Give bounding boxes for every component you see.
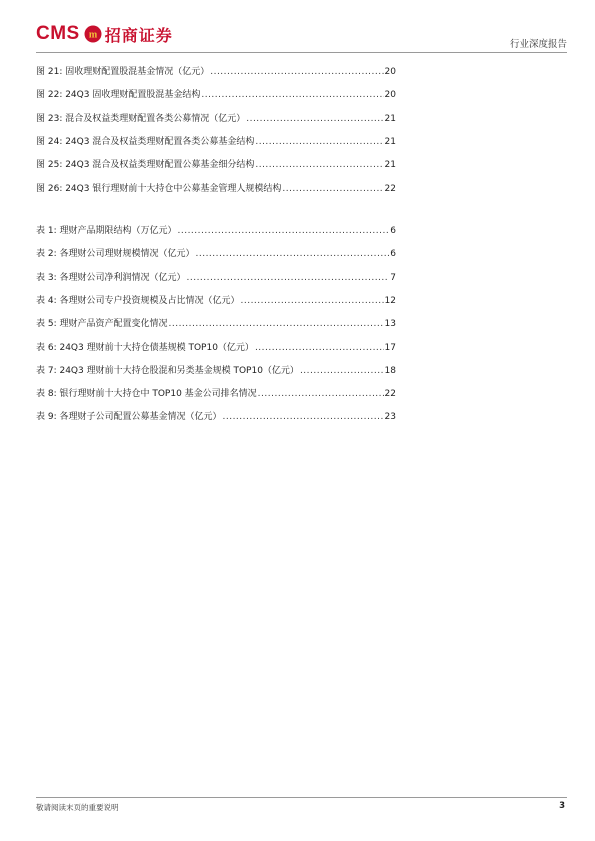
table-entry[interactable] [36,388,396,400]
table-entry[interactable] [36,411,396,423]
entry-page-number: 23 [384,412,396,423]
page-header [36,20,567,50]
table-entry[interactable] [36,318,396,330]
entry-title: 表 1: 理财产品期限结构（万亿元） [36,226,177,236]
entry-title: 图 24: 24Q3 混合及权益类理财配置各类公募基金结构 [36,136,255,147]
figure-entry[interactable] [36,89,396,101]
report-type-label: 行业深度报告 [509,39,567,50]
entry-title: 图 25: 24Q3 混合及权益类理财配置公募基金细分结构 [36,160,255,171]
entry-page-number: 20 [384,90,396,101]
entry-page-number: 13 [384,319,396,330]
table-entry[interactable] [36,365,396,377]
dot-leader [255,159,383,171]
entry-page-number: 17 [384,342,396,353]
figure-entry[interactable] [36,159,396,171]
figure-entry[interactable] [36,66,396,78]
entry-title: 图 23: 混合及权益类理财配置各类公募情况（亿元） [36,113,246,124]
figure-entry[interactable] [36,136,396,148]
entry-page-number: 21 [384,136,396,147]
entry-title: 表 9: 各理财子公司配置公募基金情况（亿元） [36,412,222,423]
dot-leader [201,89,383,101]
entry-title: 表 4: 各理财公司专户投资规模及占比情况（亿元） [36,295,240,306]
page-number: 3 [559,801,565,811]
entry-title: 表 3: 各理财公司净利润情况（亿元） [36,272,186,283]
logo-latin: CMS [36,23,80,44]
entry-title: 表 5: 理财产品资产配置变化情况 [36,319,168,330]
entry-page-number: 7 [390,272,396,283]
entry-title: 表 7: 24Q3 理财前十大持仓股混和另类基金规模 TOP10（亿元） [36,365,299,376]
dot-leader [186,272,389,284]
table-entry[interactable] [36,272,396,284]
dot-leader [168,318,383,330]
entry-page-number: 22 [384,389,396,400]
company-logo [36,20,173,48]
table-entry[interactable] [36,295,396,307]
entry-page-number: 12 [384,295,396,306]
dot-leader [258,388,384,400]
dot-leader [240,295,383,307]
entry-page-number: 20 [384,67,396,77]
entry-page-number: 22 [384,183,396,194]
header-divider [36,52,567,53]
dot-leader [300,365,384,377]
dot-leader [177,225,389,237]
footer-disclaimer: 敬请阅读末页的重要说明 [36,803,119,812]
entry-page-number: 6 [390,249,396,260]
svg-text:m: m [88,29,97,41]
figure-entry[interactable] [36,183,396,195]
logo-seal-icon [84,25,102,43]
dot-leader [282,183,383,195]
entry-page-number: 21 [384,160,396,171]
footer-divider [36,797,567,798]
dot-leader [246,113,383,125]
entry-page-number: 21 [384,113,396,124]
figure-entry[interactable] [36,113,396,125]
entry-page-number: 6 [390,226,396,236]
logo-chinese: 招商证券 [104,25,173,45]
entry-title: 表 2: 各理财公司理财规模情况（亿元） [36,249,195,260]
entry-title: 表 6: 24Q3 理财前十大持仓债基规模 TOP10（亿元） [36,342,254,353]
entry-title: 图 26: 24Q3 银行理财前十大持仓中公募基金管理人规模结构 [36,183,282,194]
table-entry[interactable] [36,248,396,260]
entry-title: 图 22: 24Q3 固收理财配置股混基金结构 [36,90,201,101]
entry-title: 表 8: 银行理财前十大持仓中 TOP10 基金公司排名情况 [36,389,257,400]
entry-title: 图 21: 固收理财配置股混基金情况（亿元） [36,67,210,77]
table-entry[interactable] [36,342,396,354]
table-entry[interactable] [36,225,396,237]
entry-page-number: 18 [384,365,396,376]
dot-leader [255,342,384,354]
dot-leader [255,136,383,148]
dot-leader [195,248,389,260]
dot-leader [222,411,383,423]
dot-leader [210,66,383,78]
